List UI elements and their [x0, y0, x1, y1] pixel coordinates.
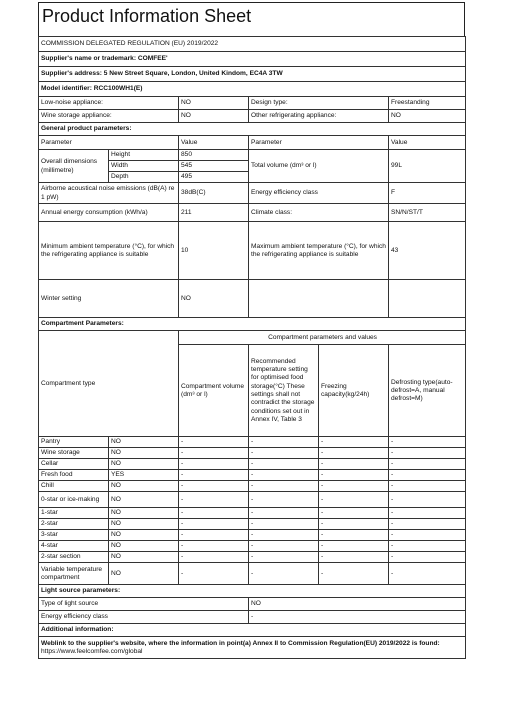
compartment-row [39, 519, 466, 530]
compartment-volume: - [179, 519, 249, 530]
min-temp-label: Minimum ambient temperature (°C), for which the refrigerating appliance is suitable [39, 222, 179, 280]
compartment-name: Chill [39, 481, 109, 492]
compartment-present: NO [109, 492, 179, 508]
compartment-freezing: - [319, 508, 389, 519]
compartment-name: Fresh food [39, 470, 109, 481]
max-temp-label: Maximum ambient temperature (°C), for which the refrigerating appliance is suitable [249, 222, 389, 280]
weblink-url[interactable]: https://www.feelcomfee.com/global [41, 648, 143, 655]
compartment-defrost: - [389, 459, 466, 470]
compartment-defrost: - [389, 470, 466, 481]
climate-class-label: Climate class: [249, 204, 389, 222]
design-type-label: Design type: [249, 97, 389, 110]
compartment-temp: - [249, 519, 319, 530]
light-energy-class-label: Energy efficiency class [39, 611, 249, 624]
winter-setting-value: NO [179, 280, 249, 318]
compartment-name: Wine storage [39, 448, 109, 459]
compartment-heading: Compartment Parameters: [39, 318, 466, 331]
compartment-volume: - [179, 541, 249, 552]
compartment-freezing: - [319, 481, 389, 492]
value-header-right: Value [389, 136, 466, 150]
compartment-present: NO [109, 459, 179, 470]
compartment-row [39, 437, 466, 448]
compartment-row [39, 492, 466, 508]
compartment-freezing: - [319, 519, 389, 530]
compartment-defrost: - [389, 519, 466, 530]
compartment-present: NO [109, 508, 179, 519]
compartment-name: 0-star or ice-making [39, 492, 109, 508]
compartment-temp: - [249, 437, 319, 448]
height-value: 850 [179, 150, 249, 161]
compartment-volume: - [179, 481, 249, 492]
additional-heading: Additional information: [39, 624, 466, 637]
compartment-row [39, 530, 466, 541]
compartment-volume: - [179, 470, 249, 481]
compartment-name: 3-star [39, 530, 109, 541]
freezing-capacity-header: Freezing capacity(kg/24h) [319, 345, 389, 437]
depth-label: Depth [109, 172, 179, 183]
compartment-defrost: - [389, 541, 466, 552]
compartment-defrost: - [389, 492, 466, 508]
compartment-name: 1-star [39, 508, 109, 519]
light-type-value: NO [249, 598, 466, 611]
width-label: Width [109, 161, 179, 172]
compartment-volume: - [179, 448, 249, 459]
param-header-left: Parameter [39, 136, 179, 150]
total-volume-value: 99L [389, 150, 466, 183]
compartment-present: NO [109, 552, 179, 563]
compartment-freezing: - [319, 470, 389, 481]
compartment-rows [39, 437, 466, 585]
low-noise-value: NO [179, 97, 249, 110]
other-refrigerating-value: NO [389, 110, 466, 123]
defrosting-header: Defrosting type(auto-defrost=A, manual defrost=M) [389, 345, 466, 437]
compartment-temp: - [249, 563, 319, 585]
compartment-defrost: - [389, 481, 466, 492]
compartment-volume: - [179, 508, 249, 519]
compartment-row [39, 459, 466, 470]
light-source-heading: Light source parameters: [39, 585, 466, 598]
compartment-temp: - [249, 541, 319, 552]
compartment-defrost: - [389, 552, 466, 563]
overall-dimensions-label: Overall dimensions (millimetre) [39, 150, 109, 183]
depth-value: 495 [179, 172, 249, 183]
regulation-text: COMMISSION DELEGATED REGULATION (EU) 2019/2022 [39, 37, 466, 52]
compartment-present: NO [109, 541, 179, 552]
compartment-type-header: Compartment type [39, 331, 179, 437]
compartment-temp: - [249, 470, 319, 481]
compartment-temp: - [249, 530, 319, 541]
compartment-volume: - [179, 563, 249, 585]
compartment-row [39, 508, 466, 519]
compartment-temp: - [249, 459, 319, 470]
compartment-temp: - [249, 508, 319, 519]
compartment-row [39, 470, 466, 481]
compartment-name: Pantry [39, 437, 109, 448]
compartment-present: NO [109, 530, 179, 541]
compartment-freezing: - [319, 492, 389, 508]
compartment-defrost: - [389, 563, 466, 585]
compartment-row [39, 563, 466, 585]
compartment-name: Cellar [39, 459, 109, 470]
other-refrigerating-label: Other refrigerating appliance: [249, 110, 389, 123]
low-noise-label: Low-noise appliance: [39, 97, 179, 110]
page-title: Product Information Sheet [38, 2, 465, 36]
supplier-address: Supplier's address: 5 New Street Square, London, United Kindom, EC4A 3TW [39, 67, 466, 82]
min-temp-value: 10 [179, 222, 249, 280]
compartment-freezing: - [319, 448, 389, 459]
compartment-temp: - [249, 492, 319, 508]
model-identifier: Model identifier: RCC100WH1(E) [39, 82, 466, 97]
noise-emissions-label: Airborne acoustical noise emissions (dB(A) re 1 pW) [39, 183, 179, 204]
compartment-present: YES [109, 470, 179, 481]
compartment-freezing: - [319, 437, 389, 448]
noise-emissions-value: 38dB(C) [179, 183, 249, 204]
light-energy-class-value: - [249, 611, 466, 624]
compartment-freezing: - [319, 563, 389, 585]
compartment-name: Variable temperature compartment [39, 563, 109, 585]
compartment-defrost: - [389, 508, 466, 519]
compartment-volume: - [179, 492, 249, 508]
compartment-volume-header: Compartment volume (dm³ or l) [179, 345, 249, 437]
max-temp-value: 43 [389, 222, 466, 280]
param-header-right: Parameter [249, 136, 389, 150]
compartment-name: 2-star [39, 519, 109, 530]
compartment-row [39, 552, 466, 563]
energy-consumption-label: Annual energy consumption (kWh/a) [39, 204, 179, 222]
compartment-volume: - [179, 437, 249, 448]
energy-class-label: Energy efficiency class [249, 183, 389, 204]
compartment-volume: - [179, 552, 249, 563]
compartment-present: NO [109, 481, 179, 492]
wine-storage-label: Wine storage appliance: [39, 110, 179, 123]
compartment-temp: - [249, 481, 319, 492]
general-params-heading: General product parameters: [39, 123, 466, 136]
weblink-text: Weblink to the supplier's website, where the information in point(a) Annex II to Commission Regulation(EU) 2019/2022 is found: [41, 639, 440, 647]
compartment-present: NO [109, 519, 179, 530]
compartment-volume: - [179, 530, 249, 541]
recommended-temp-header: Recommended temperature setting for optimised food storage(°C) These settings shall not contradict the storage conditions set out in Annex IV, Table 3 [249, 345, 319, 437]
compartment-name: 2-star section [39, 552, 109, 563]
compartment-params-header: Compartment parameters and values [179, 331, 466, 345]
compartment-defrost: - [389, 530, 466, 541]
energy-class-value: F [389, 183, 466, 204]
design-type-value: Freestanding [389, 97, 466, 110]
compartment-row [39, 541, 466, 552]
climate-class-value: SN/N/ST/T [389, 204, 466, 222]
compartment-row [39, 448, 466, 459]
compartment-freezing: - [319, 552, 389, 563]
compartment-temp: - [249, 448, 319, 459]
compartment-freezing: - [319, 530, 389, 541]
compartment-defrost: - [389, 437, 466, 448]
light-type-label: Type of light source [39, 598, 249, 611]
weblink-cell [39, 637, 466, 659]
winter-setting-label: Winter setting [39, 280, 179, 318]
total-volume-label: Total volume (dm³ or l) [249, 150, 389, 183]
compartment-temp: - [249, 552, 319, 563]
compartment-freezing: - [319, 459, 389, 470]
compartment-freezing: - [319, 541, 389, 552]
height-label: Height [109, 150, 179, 161]
info-table [38, 36, 466, 659]
product-information-sheet [38, 2, 465, 659]
compartment-present: NO [109, 437, 179, 448]
compartment-name: 4-star [39, 541, 109, 552]
width-value: 545 [179, 161, 249, 172]
compartment-row [39, 481, 466, 492]
supplier-name: Supplier's name or trademark: COMFEE' [39, 52, 466, 67]
compartment-defrost: - [389, 448, 466, 459]
energy-consumption-value: 211 [179, 204, 249, 222]
compartment-present: NO [109, 563, 179, 585]
wine-storage-value: NO [179, 110, 249, 123]
compartment-present: NO [109, 448, 179, 459]
compartment-volume: - [179, 459, 249, 470]
value-header-left: Value [179, 136, 249, 150]
